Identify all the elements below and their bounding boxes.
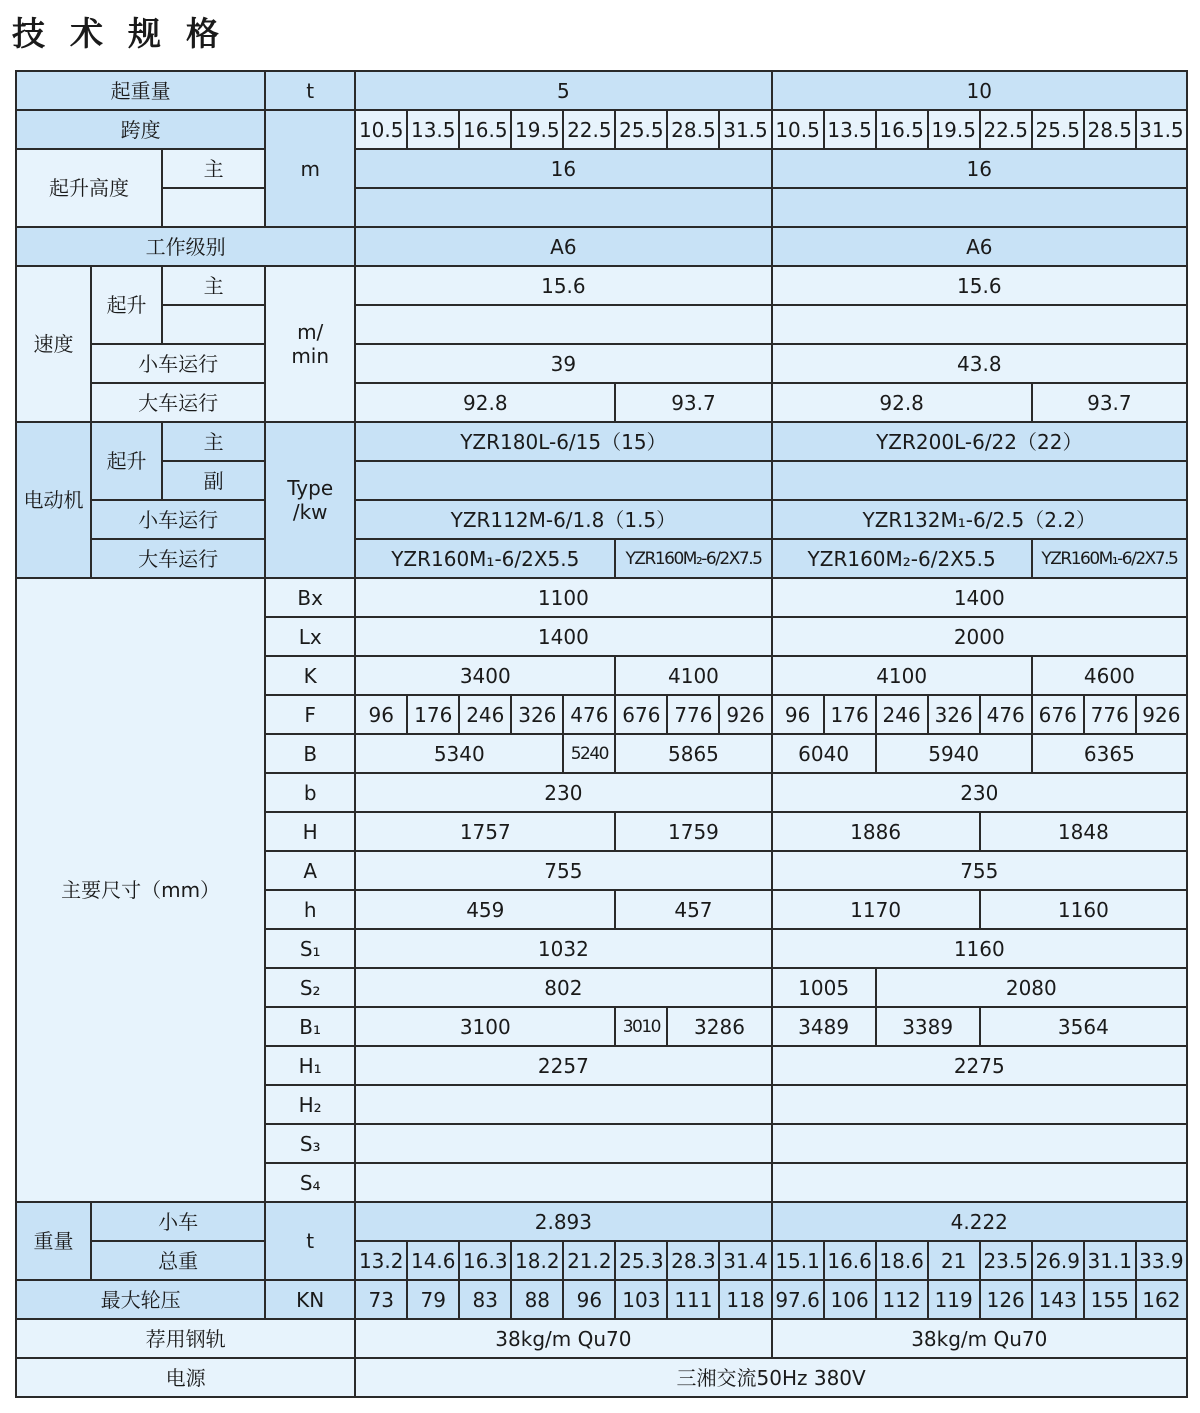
weight-total-value: 23.5 xyxy=(980,1241,1032,1280)
wheel-load-label: 最大轮压 xyxy=(16,1280,265,1319)
duty-10t: A6 xyxy=(772,227,1187,266)
span-value: 28.5 xyxy=(667,110,719,149)
weight-total-value: 14.6 xyxy=(407,1241,459,1280)
dim-F-value: 776 xyxy=(1084,695,1136,734)
wheel-load-value: 162 xyxy=(1136,1280,1187,1319)
span-value: 16.5 xyxy=(876,110,928,149)
power-label: 电源 xyxy=(16,1358,355,1397)
spec-table xyxy=(15,70,1188,1398)
dim-code: b xyxy=(265,773,355,812)
dim-H-value: 1757 xyxy=(355,812,615,851)
dim-B-value: 5340 xyxy=(355,734,563,773)
weight-total-value: 18.2 xyxy=(511,1241,563,1280)
dim-code: h xyxy=(265,890,355,929)
motor-lift-aux-5t xyxy=(355,461,771,500)
dim-b-5t: 230 xyxy=(355,773,771,812)
span-value: 28.5 xyxy=(1084,110,1136,149)
speed-lift-aux-5t xyxy=(355,305,771,344)
motor-crane-label: 大车运行 xyxy=(91,539,265,578)
motor-main-label: 主 xyxy=(162,422,265,461)
lift-height-main-5t: 16 xyxy=(355,149,771,188)
weight-trolley-label: 小车 xyxy=(91,1202,265,1241)
dim-B-value: 5865 xyxy=(615,734,771,773)
weight-total-value: 21 xyxy=(928,1241,980,1280)
dim-code: S₂ xyxy=(265,968,355,1007)
capacity-10t: 10 xyxy=(772,71,1187,110)
speed-trolley-5t: 39 xyxy=(355,344,771,383)
span-value: 10.5 xyxy=(355,110,407,149)
dim-S2-value: 1005 xyxy=(772,968,876,1007)
dim-B1-value: 3100 xyxy=(355,1007,615,1046)
dim-B-value: 6365 xyxy=(1032,734,1187,773)
motor-label: 电动机 xyxy=(16,422,91,578)
wheel-load-value: 126 xyxy=(980,1280,1032,1319)
dim-code: B₁ xyxy=(265,1007,355,1046)
wheel-load-value: 111 xyxy=(667,1280,719,1319)
dim-F-value: 176 xyxy=(824,695,876,734)
speed-lift-aux-10t xyxy=(772,305,1187,344)
dim-S3-5t xyxy=(355,1124,771,1163)
dim-F-value: 96 xyxy=(355,695,407,734)
weight-total-value: 25.3 xyxy=(615,1241,667,1280)
dim-Lx-10t: 2000 xyxy=(772,617,1187,656)
dimensions-label: 主要尺寸（mm） xyxy=(16,578,265,1202)
length-unit: m xyxy=(265,110,355,227)
span-value: 25.5 xyxy=(615,110,667,149)
dim-S3-10t xyxy=(772,1124,1187,1163)
weight-label: 重量 xyxy=(16,1202,91,1280)
dim-F-value: 326 xyxy=(928,695,980,734)
dim-F-value: 96 xyxy=(772,695,824,734)
dim-code: B xyxy=(265,734,355,773)
speed-lift-main-5t: 15.6 xyxy=(355,266,771,305)
dim-b-10t: 230 xyxy=(772,773,1187,812)
dim-H2-5t xyxy=(355,1085,771,1124)
wheel-load-value: 106 xyxy=(824,1280,876,1319)
dim-B1-value: 3564 xyxy=(980,1007,1187,1046)
rail-10t: 38kg/m Qu70 xyxy=(772,1319,1187,1358)
dim-A-10t: 755 xyxy=(772,851,1187,890)
speed-crane-value: 93.7 xyxy=(1032,383,1187,422)
dim-F-value: 326 xyxy=(511,695,563,734)
weight-total-value: 16.3 xyxy=(459,1241,511,1280)
dim-K-value: 4600 xyxy=(1032,656,1187,695)
wheel-load-value: 79 xyxy=(407,1280,459,1319)
wheel-load-value: 97.6 xyxy=(772,1280,824,1319)
speed-lift-main-10t: 15.6 xyxy=(772,266,1187,305)
dim-F-value: 676 xyxy=(615,695,667,734)
speed-unit: m/ min xyxy=(265,266,355,422)
dim-code: H xyxy=(265,812,355,851)
capacity-unit: t xyxy=(265,71,355,110)
dim-F-value: 926 xyxy=(1136,695,1187,734)
dim-F-value: 176 xyxy=(407,695,459,734)
motor-crane-value: YZR160M₁-6/2X5.5 xyxy=(355,539,615,578)
dim-B-value: 6040 xyxy=(772,734,876,773)
wheel-load-value: 83 xyxy=(459,1280,511,1319)
lift-height-main-label: 主 xyxy=(162,149,265,188)
span-value: 31.5 xyxy=(1136,110,1187,149)
dim-S2-value: 802 xyxy=(355,968,771,1007)
power-value: 三湘交流50Hz 380V xyxy=(355,1358,1187,1397)
speed-aux-label xyxy=(162,305,265,344)
motor-crane-value: YZR160M₂-6/2X7.5 xyxy=(615,539,771,578)
dim-H1-5t: 2257 xyxy=(355,1046,771,1085)
page-title: 技术规格 xyxy=(12,14,244,53)
span-value: 19.5 xyxy=(928,110,980,149)
dim-F-value: 476 xyxy=(980,695,1032,734)
dim-h-value: 459 xyxy=(355,890,615,929)
weight-total-value: 31.1 xyxy=(1084,1241,1136,1280)
wheel-load-value: 155 xyxy=(1084,1280,1136,1319)
weight-total-value: 33.9 xyxy=(1136,1241,1187,1280)
dim-S4-10t xyxy=(772,1163,1187,1202)
dim-B-value: 5240 xyxy=(563,734,615,773)
weight-total-value: 26.9 xyxy=(1032,1241,1084,1280)
wheel-load-value: 143 xyxy=(1032,1280,1084,1319)
dim-H-value: 1886 xyxy=(772,812,980,851)
dim-F-value: 246 xyxy=(459,695,511,734)
duty-label: 工作级别 xyxy=(16,227,355,266)
lift-height-aux-label xyxy=(162,188,265,227)
dim-B-value: 5940 xyxy=(876,734,1032,773)
span-value: 13.5 xyxy=(824,110,876,149)
speed-lifting-label: 起升 xyxy=(91,266,162,344)
lift-height-aux-5t xyxy=(355,188,771,227)
motor-trolley-10t: YZR132M₁-6/2.5（2.2） xyxy=(772,500,1187,539)
wheel-load-unit: KN xyxy=(265,1280,355,1319)
dim-F-value: 776 xyxy=(667,695,719,734)
dim-h-value: 457 xyxy=(615,890,771,929)
dim-S4-5t xyxy=(355,1163,771,1202)
speed-crane-label: 大车运行 xyxy=(91,383,265,422)
dim-K-value: 4100 xyxy=(772,656,1032,695)
dim-B1-value: 3286 xyxy=(667,1007,771,1046)
motor-crane-value: YZR160M₂-6/2X5.5 xyxy=(772,539,1032,578)
weight-total-value: 15.1 xyxy=(772,1241,824,1280)
dim-B1-value: 3010 xyxy=(615,1007,667,1046)
dim-H1-10t: 2275 xyxy=(772,1046,1187,1085)
speed-trolley-10t: 43.8 xyxy=(772,344,1187,383)
dim-S1-5t: 1032 xyxy=(355,929,771,968)
dim-h-value: 1160 xyxy=(980,890,1187,929)
capacity-5t: 5 xyxy=(355,71,771,110)
dim-B1-value: 3389 xyxy=(876,1007,980,1046)
dim-code: S₁ xyxy=(265,929,355,968)
dim-code: H₂ xyxy=(265,1085,355,1124)
dim-F-value: 676 xyxy=(1032,695,1084,734)
dim-S1-10t: 1160 xyxy=(772,929,1187,968)
dim-H-value: 1848 xyxy=(980,812,1187,851)
wheel-load-value: 118 xyxy=(719,1280,771,1319)
dim-code: A xyxy=(265,851,355,890)
weight-unit: t xyxy=(265,1202,355,1280)
span-value: 22.5 xyxy=(563,110,615,149)
wheel-load-value: 96 xyxy=(563,1280,615,1319)
span-label: 跨度 xyxy=(16,110,265,149)
motor-lift-main-10t: YZR200L-6/22（22） xyxy=(772,422,1187,461)
dim-code: H₁ xyxy=(265,1046,355,1085)
motor-lifting-label: 起升 xyxy=(91,422,162,500)
dim-code: Bx xyxy=(265,578,355,617)
motor-trolley-5t: YZR112M-6/1.8（1.5） xyxy=(355,500,771,539)
dim-F-value: 476 xyxy=(563,695,615,734)
span-value: 16.5 xyxy=(459,110,511,149)
span-value: 25.5 xyxy=(1032,110,1084,149)
speed-crane-value: 92.8 xyxy=(355,383,615,422)
speed-label: 速度 xyxy=(16,266,91,422)
dim-B1-value: 3489 xyxy=(772,1007,876,1046)
lift-height-main-10t: 16 xyxy=(772,149,1187,188)
span-value: 22.5 xyxy=(980,110,1032,149)
span-value: 13.5 xyxy=(407,110,459,149)
motor-trolley-label: 小车运行 xyxy=(91,500,265,539)
dim-H2-10t xyxy=(772,1085,1187,1124)
weight-total-label: 总重 xyxy=(91,1241,265,1280)
dim-h-value: 1170 xyxy=(772,890,980,929)
dim-code: Lx xyxy=(265,617,355,656)
duty-5t: A6 xyxy=(355,227,771,266)
lift-height-aux-10t xyxy=(772,188,1187,227)
weight-total-value: 13.2 xyxy=(355,1241,407,1280)
wheel-load-value: 103 xyxy=(615,1280,667,1319)
dim-code: F xyxy=(265,695,355,734)
capacity-label: 起重量 xyxy=(16,71,265,110)
dim-code: S₃ xyxy=(265,1124,355,1163)
dim-K-value: 3400 xyxy=(355,656,615,695)
speed-trolley-label: 小车运行 xyxy=(91,344,265,383)
dim-code: S₄ xyxy=(265,1163,355,1202)
dim-F-value: 246 xyxy=(876,695,928,734)
motor-aux-label: 副 xyxy=(162,461,265,500)
motor-unit: Type /kw xyxy=(265,422,355,578)
wheel-load-value: 119 xyxy=(928,1280,980,1319)
wheel-load-value: 88 xyxy=(511,1280,563,1319)
span-value: 31.5 xyxy=(719,110,771,149)
span-value: 19.5 xyxy=(511,110,563,149)
motor-lift-aux-10t xyxy=(772,461,1187,500)
weight-total-value: 21.2 xyxy=(563,1241,615,1280)
weight-trolley-10t: 4.222 xyxy=(772,1202,1187,1241)
weight-total-value: 16.6 xyxy=(824,1241,876,1280)
dim-F-value: 926 xyxy=(719,695,771,734)
wheel-load-value: 73 xyxy=(355,1280,407,1319)
span-value: 10.5 xyxy=(772,110,824,149)
dim-K-value: 4100 xyxy=(615,656,771,695)
rail-label: 荐用钢轨 xyxy=(16,1319,355,1358)
weight-total-value: 28.3 xyxy=(667,1241,719,1280)
motor-crane-value: YZR160M₁-6/2X7.5 xyxy=(1032,539,1187,578)
dim-Bx-10t: 1400 xyxy=(772,578,1187,617)
weight-total-value: 31.4 xyxy=(719,1241,771,1280)
dim-code: K xyxy=(265,656,355,695)
speed-crane-value: 92.8 xyxy=(772,383,1032,422)
dim-Bx-5t: 1100 xyxy=(355,578,771,617)
dim-A-5t: 755 xyxy=(355,851,771,890)
dim-H-value: 1759 xyxy=(615,812,771,851)
lift-height-label: 起升高度 xyxy=(16,149,162,227)
dim-S2-value: 2080 xyxy=(876,968,1187,1007)
weight-trolley-5t: 2.893 xyxy=(355,1202,771,1241)
speed-main-label: 主 xyxy=(162,266,265,305)
motor-lift-main-5t: YZR180L-6/15（15） xyxy=(355,422,771,461)
speed-crane-value: 93.7 xyxy=(615,383,771,422)
rail-5t: 38kg/m Qu70 xyxy=(355,1319,771,1358)
weight-total-value: 18.6 xyxy=(876,1241,928,1280)
wheel-load-value: 112 xyxy=(876,1280,928,1319)
dim-Lx-5t: 1400 xyxy=(355,617,771,656)
